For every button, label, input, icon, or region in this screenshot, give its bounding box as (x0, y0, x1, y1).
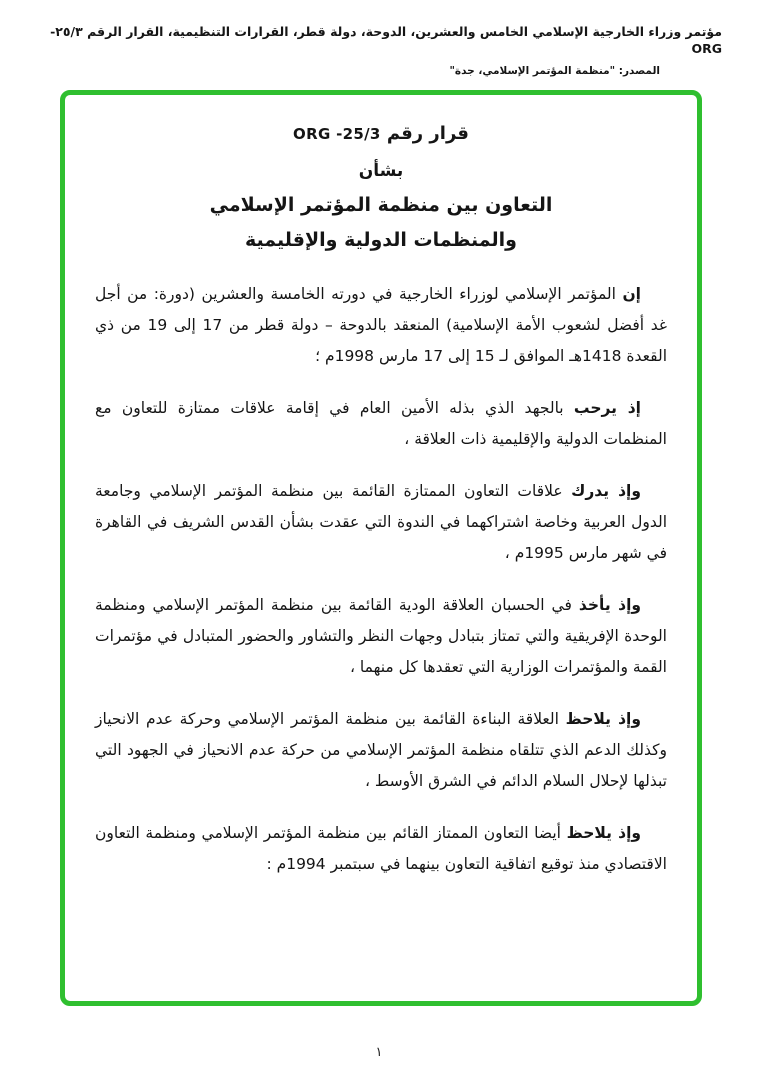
paragraph-text: علاقات التعاون الممتازة القائمة بين منظمة المؤتمر الإسلامي وجامعة الدول العربية وخاصة اشتراكهما في الندوة التي عقدت بشأن القدس الشريف في القاهرة في شهر مارس 1995م ، (95, 481, 667, 562)
paragraph-lead: إذ يرحب (573, 398, 641, 417)
subject-line-1: التعاون بين منظمة المؤتمر الإسلامي (209, 193, 553, 216)
preamble-paragraph (95, 279, 667, 372)
resolution-title (95, 123, 667, 144)
paragraph-lead: إن (622, 284, 641, 303)
green-border-frame (60, 90, 702, 1006)
resolution-title-label: قرار رقم (386, 122, 469, 144)
clause-takes-into-account (95, 590, 667, 683)
resolution-content (95, 123, 667, 880)
clause-also-notes (95, 818, 667, 880)
clause-recognizes (95, 476, 667, 569)
resolution-body (95, 279, 667, 880)
clause-notes (95, 704, 667, 797)
header-source: المصدر: "منظمة المؤتمر الإسلامي، جدة" (449, 64, 660, 77)
document-header (0, 0, 758, 77)
page-number: ١ (375, 1045, 383, 1060)
regarding-heading: بشأن (358, 160, 404, 181)
resolution-number: ORG -25/3 (293, 124, 381, 143)
paragraph-text: في الحسبان العلاقة الودية القائمة بين منظمة المؤتمر الإسلامي ومنظمة الوحدة الإفريقية والتي تمتاز بتبادل وجهات النظر والتشاور والحضور المتبادل في مؤتمرات القمة والمؤتمرات الوزارية التي تعقدها كل منهما ، (95, 595, 667, 676)
subject-line-2: والمنظمات الدولية والإقليمية (245, 228, 517, 251)
paragraph-lead: وإذ يلاحظ (566, 823, 642, 842)
paragraph-text: المؤتمر الإسلامي لوزراء الخارجية في دورته الخامسة والعشرين (دورة: من أجل غد أفضل لشعوب الأمة الإسلامية) المنعقد بالدوحة – دولة قطر من 17 إلى 19 من ذي القعدة 1418هـ الموافق لـ 15 إلى 17 مارس 1998م ؛ (95, 284, 667, 365)
paragraph-lead: وإذ يأخذ (578, 595, 642, 614)
paragraph-text: بالجهد الذي بذله الأمين العام في إقامة علاقات ممتازة للتعاون مع المنظمات الدولية والإقليمية ذات العلاقة ، (95, 398, 667, 448)
paragraph-lead: وإذ يلاحظ (565, 709, 641, 728)
paragraph-lead: وإذ يدرك (571, 481, 641, 500)
paragraph-text: العلاقة البناءة القائمة بين منظمة المؤتمر الإسلامي وحركة عدم الانحياز وكذلك الدعم الذي تتلقاه منظمة المؤتمر الإسلامي من حركة عدم الانحياز في الجهود التي تبذلها لإحلال السلام الدائم في الشرق الأوسط ، (95, 709, 667, 790)
paragraph-text: أيضا التعاون الممتاز القائم بين منظمة المؤتمر الإسلامي ومنظمة التعاون الاقتصادي منذ توقيع اتفاقية التعاون بينهما في سبتمبر 1994م : (95, 823, 667, 873)
clause-welcomes (95, 393, 667, 455)
header-citation: مؤتمر وزراء الخارجية الإسلامي الخامس والعشرين، الدوحة، دولة قطر، القرارات التنظيمية، القرار الرقم ٢٥/٣-ORG (50, 24, 722, 56)
